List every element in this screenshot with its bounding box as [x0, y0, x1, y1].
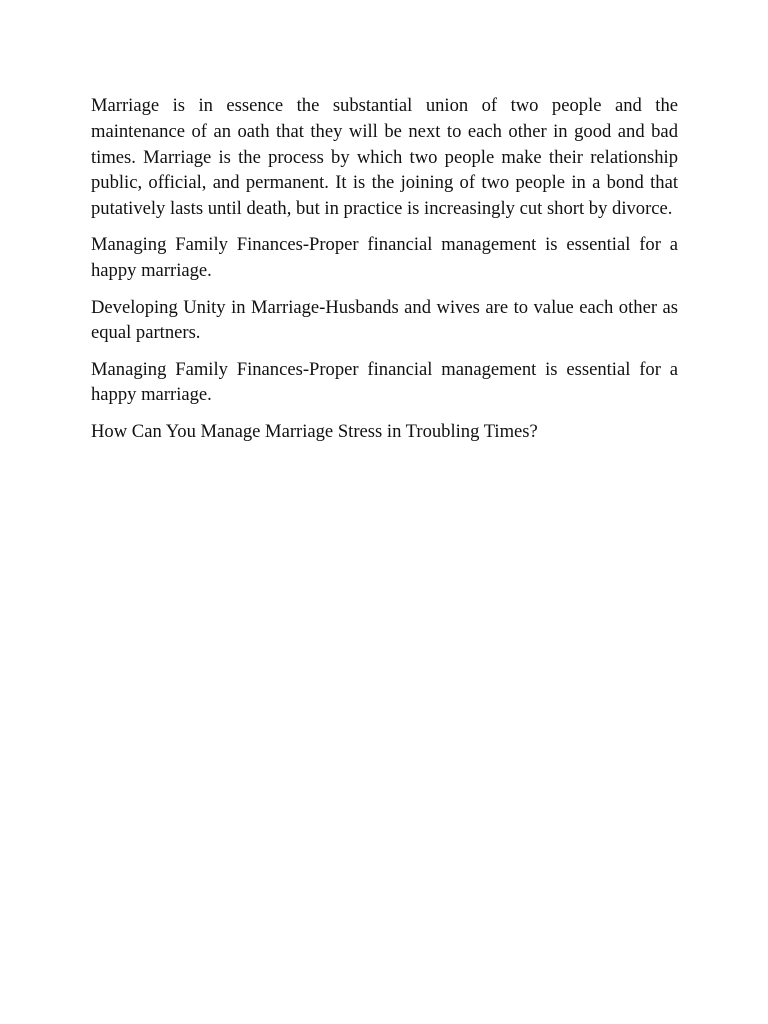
- paragraph-marriage-definition: Marriage is in essence the substantial union of two people and the maintenance of an oath that they will be next to each other in good and bad times. Marriage is the process by which two people make their relationship public, official, and permanent. It is the joining of two people in a bond that putatively lasts until death, but in practice is increasingly cut short by divorce.: [91, 95, 678, 220]
- paragraph-family-finances-repeat: Managing Family Finances-Proper financial management is essential for a happy marriage.: [91, 358, 678, 406]
- document-page: [91, 93, 678, 455]
- paragraph-family-finances: Managing Family Finances-Proper financial management is essential for a happy marriage.: [91, 234, 678, 282]
- paragraph-unity-in-marriage: Developing Unity in Marriage-Husbands and wives are to value each other as equal partners.: [91, 296, 678, 344]
- paragraph-marriage-stress-question: How Can You Manage Marriage Stress in Troubling Times?: [91, 420, 538, 442]
